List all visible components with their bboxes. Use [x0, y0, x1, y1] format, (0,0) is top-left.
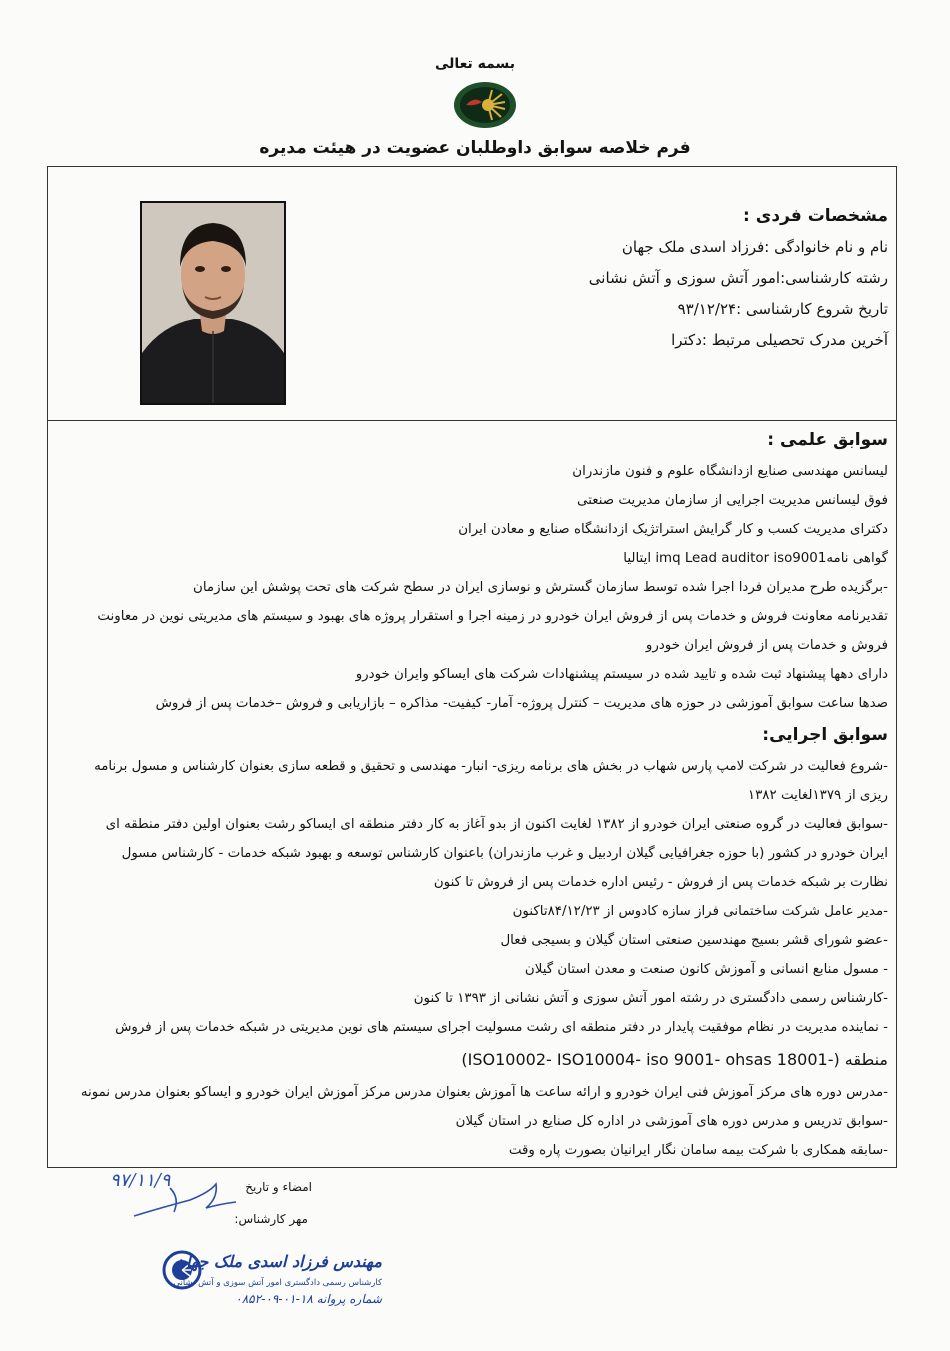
executive-line: -سابقه همکاری با شرکت بیمه سامان نگار ایرانیان بصورت پاره وقت: [508, 1143, 888, 1158]
executive-line: ریزی از ۱۳۷۹لغایت ۱۳۸۲: [747, 788, 888, 803]
signature-date-label: امضاء و تاریخ: [245, 1180, 312, 1194]
stamp-label: مهر کارشناس:: [234, 1212, 308, 1226]
applicant-photo: [140, 201, 286, 405]
academic-section: [56, 423, 888, 718]
form-title: فرم خلاصه سوابق داوطلبان عضویت در هیئت مدیره: [259, 138, 691, 158]
academic-line: دکترای مدیریت کسب و کار گرایش استراتژیک ازدانشگاه صنایع و معادن ایران: [458, 522, 888, 537]
academic-line: دارای دهها پیشنهاد ثبت شده و تایید شده در سیستم پیشنهادات شرکت های ایساکو وایران خودرو: [355, 667, 888, 682]
executive-line: ایران خودرو در کشور (با حوزه جغرافیایی گیلان اردبیل و غرب مازندران) باعنوان کارشناس توسعه و بهبود شبکه خدمات - کارشناس مسول: [121, 846, 888, 861]
executive-line: نظارت بر شبکه خدمات پس از فروش - رئیس اداره خدمات پس از فروش تا کنون: [433, 875, 888, 890]
executive-line: -کارشناس رسمی دادگستری در رشته امور آتش سوزی و آتش نشانی از ۱۳۹۳ تا کنون: [413, 991, 888, 1006]
executive-line: منطقه (-ISO10002- ISO10004- iso 9001- ohsas 18001): [461, 1050, 888, 1069]
handwritten-date: ۹۷/۱۱/۹: [110, 1170, 171, 1191]
stamp-name: مهندس فرزاد اسدی ملک جهان: [174, 1252, 382, 1271]
academic-line: صدها ساعت سوابق آموزشی در حوزه های مدیریت – کنترل پروژه- آمار- کیفیت- مذاکره – بازاریابی و فروش –خدمات پس از فروش: [155, 696, 888, 711]
executive-line: -مدرس دوره های مرکز آموزش فنی ایران خودرو و ارائه ساعت ها آموزش بعنوان مدرس مرکز آموزش ایران خودرو و ایساکو بعنوان مدرس نمونه: [80, 1085, 888, 1100]
academic-line: فوق لیسانس مدیریت اجرایی از سازمان مدیریت صنعتی: [577, 493, 888, 508]
personal-heading: مشخصات فردی :: [743, 206, 888, 226]
executive-line: -مدیر عامل شرکت ساختمانی فراز سازه کادوس از ۸۴/۱۲/۲۳تاکنون: [512, 904, 888, 919]
academic-line: گواهی نامهimq Lead auditor iso9001 ایتالیا: [623, 551, 888, 566]
executive-line: -سوابق تدریس و مدرس دوره های آموزشی در اداره کل صنایع در استان گیلان: [455, 1114, 888, 1129]
academic-line: تقدیرنامه معاونت فروش و خدمات پس از فروش ایران خودرو در زمینه اجرا و استقرار پروژه های بهبود و سیستم های مدیریتی نوین در معاونت: [97, 609, 888, 624]
stamp-title: کارشناس رسمی دادگستری امور آتش سوزی و آتش نشانی: [173, 1278, 382, 1288]
executive-line: -سوابق فعالیت در گروه صنعتی ایران خودرو از ۱۳۸۲ لغایت اکنون از بدو آغاز به کار دفتر منطقه ای ایساکو رشت بعنوان اولین دفتر منطقه ای: [105, 817, 888, 832]
executive-section: [56, 718, 888, 1165]
academic-line: -برگزیده طرح مدیران فردا اجرا شده توسط سازمان گسترش و نوسازی ایران در سطح شرکت های تحت پوشش این سازمان: [192, 580, 888, 595]
emblem-logo: [452, 80, 518, 130]
start-date: تاریخ شروع کارشناسی :۹۳/۱۲/۲۴: [677, 300, 888, 318]
signature-mark: [130, 1178, 240, 1224]
header-besm: بسمه تعالی: [434, 56, 516, 72]
signature-area: [110, 1170, 440, 1338]
executive-line: -شروع فعالیت در شرکت لامپ پارس شهاب در بخش های برنامه ریزی- انبار- مهندسی و تحقیق و قطعه سازی بعنوان کارشناس و مسول برنامه: [94, 759, 888, 774]
full-name: نام و نام خانوادگی :فرزاد اسدی ملک جهان: [621, 238, 888, 256]
stamp: [162, 1248, 382, 1318]
last-degree: آخرین مدرک تحصیلی مرتبط :دکترا: [671, 331, 888, 349]
academic-line: فروش و خدمات پس از فروش ایران خودرو: [645, 638, 888, 653]
executive-line: - مسول منابع انسانی و آموزش کانون صنعت و معدن استان گیلان: [524, 962, 888, 977]
stamp-license: شماره پروانه ۱۸-۰۱-۰۹-۰۸۵۲: [235, 1292, 382, 1306]
executive-line: -عضو شورای قشر بسیج مهندسین صنعتی استان گیلان و بسیجی فعال: [500, 933, 888, 948]
section-divider: [48, 420, 896, 421]
expertise-field: رشته کارشناسی:امور آتش سوزی و آتش نشانی: [588, 269, 888, 287]
executive-heading: سوابق اجرایی:: [762, 725, 888, 745]
academic-line: لیسانس مهندسی صنایع ازدانشگاه علوم و فنون مازندران: [572, 464, 888, 479]
personal-info-section: [288, 201, 888, 356]
executive-line: - نماینده مدیریت در نظام موفقیت پایدار در دفتر منطقه ای رشت مسولیت اجرای سیستم های نوین مدیریتی در شبکه خدمات پس از فروش: [115, 1020, 888, 1035]
academic-heading: سوابق علمی :: [767, 430, 888, 450]
form-box: [47, 166, 897, 1168]
